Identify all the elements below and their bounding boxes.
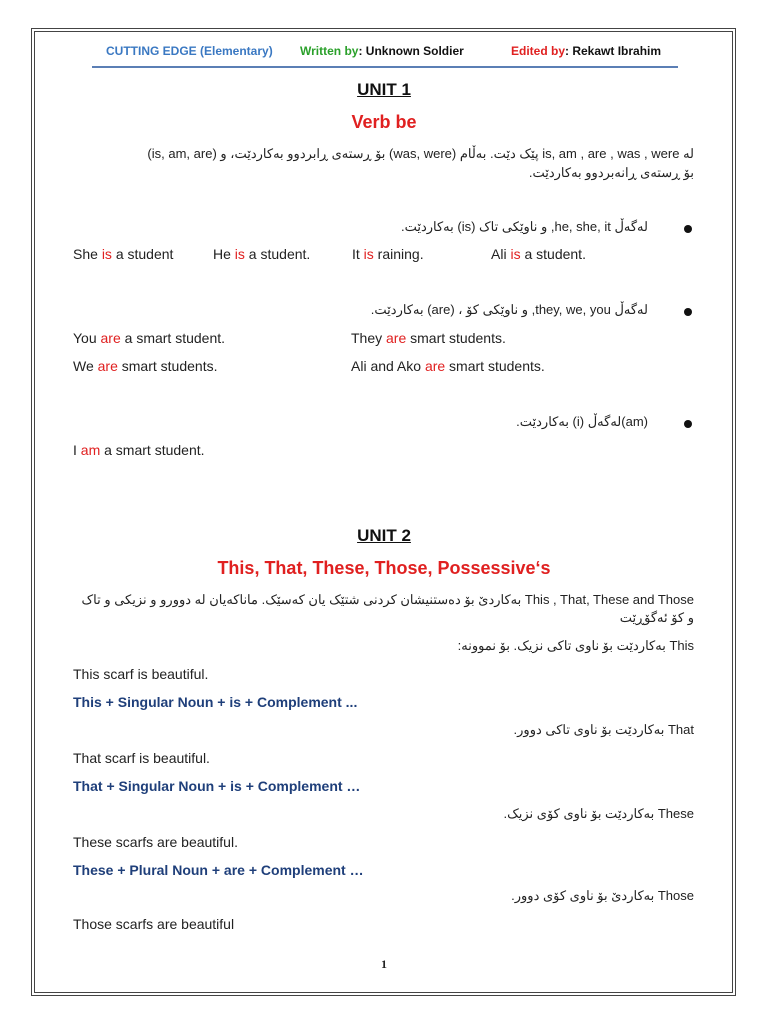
unit2-title: This, That, These, Those, Possessive‘s: [217, 558, 551, 578]
unit2-intro-line1: This , That, These and Those بەکاردێ بۆ دەستنیشان کردنی شتێک یان کەسێک. ماناکەیان لە دوورو و نزیکی و تاک: [81, 592, 694, 607]
unit1-bullet1: لەگەڵ he, she, it, و ناوێکی تاک (is) بەکاردێت.: [400, 219, 648, 234]
those-example: Those scarfs are beautiful: [73, 916, 235, 932]
those-rule: Those بەکاردێ بۆ ناوی کۆی دوور.: [511, 888, 694, 903]
unit1-bullet2: لەگەڵ they, we, you, و ناوێکی کۆ ، (are) بەکاردێت.: [370, 302, 648, 317]
written-by-label: Written by: [300, 44, 359, 58]
bullet-marker: [684, 420, 692, 428]
example-sentence: She is a student: [73, 246, 174, 262]
unit1-intro-line2: بۆ ڕستەی ڕانەبردوو بەکاردێت.: [528, 165, 694, 180]
page-number: 1: [381, 957, 387, 971]
bullet-marker: [684, 308, 692, 316]
this-formula: This + Singular Noun + is + Complement ...: [73, 694, 358, 710]
example-sentence: Ali and Ako are smart students.: [351, 358, 545, 374]
these-example: These scarfs are beautiful.: [73, 834, 238, 850]
example-sentence: Ali is a student.: [491, 246, 586, 262]
example-sentence: You are a smart student.: [73, 330, 226, 346]
unit1-title: Verb be: [351, 112, 417, 132]
header-edited-by: [511, 44, 661, 58]
header-divider: [92, 66, 678, 68]
unit1-bullet3: (am)لەگەڵ (i) بەکاردێت.: [516, 414, 648, 429]
example-sentence: He is a student.: [213, 246, 311, 262]
bullet-marker: [684, 225, 692, 233]
this-example: This scarf is beautiful.: [73, 666, 209, 682]
unit1-intro-line1: لە is, am , are , was , were پێک دێت. بەڵام (was, were) بۆ ڕستەی ڕابردوو بەکاردێت، و (is, am, are): [147, 146, 694, 161]
these-formula: These + Plural Noun + are + Complement …: [73, 862, 364, 878]
example-sentence: They are smart students.: [351, 330, 506, 346]
edited-by-label: Edited by: [511, 44, 566, 58]
header-written-by: [300, 44, 464, 58]
this-rule: This بەکاردێت بۆ ناوی تاکی نزیک. بۆ نموونە:: [457, 638, 694, 653]
edited-by-value: : Rekawt Ibrahim: [565, 44, 662, 58]
header-book-title: CUTTING EDGE (Elementary): [106, 44, 273, 58]
example-sentence: We are smart students.: [73, 358, 218, 374]
unit2-intro-line2: و کۆ ئەگۆڕێت: [619, 610, 694, 625]
example-sentence: I am a smart student.: [73, 442, 205, 458]
unit1-heading: UNIT 1: [357, 80, 411, 99]
written-by-value: : Unknown Soldier: [358, 44, 464, 58]
example-sentence: It is raining.: [352, 246, 424, 262]
that-example: That scarf is beautiful.: [73, 750, 210, 766]
that-formula: That + Singular Noun + is + Complement …: [73, 778, 361, 794]
that-rule: That بەکاردێت بۆ ناوی تاکی دوور.: [513, 722, 694, 737]
these-rule: These بەکاردێت بۆ ناوی کۆی نزیک.: [503, 806, 694, 821]
unit2-heading: UNIT 2: [357, 526, 411, 545]
